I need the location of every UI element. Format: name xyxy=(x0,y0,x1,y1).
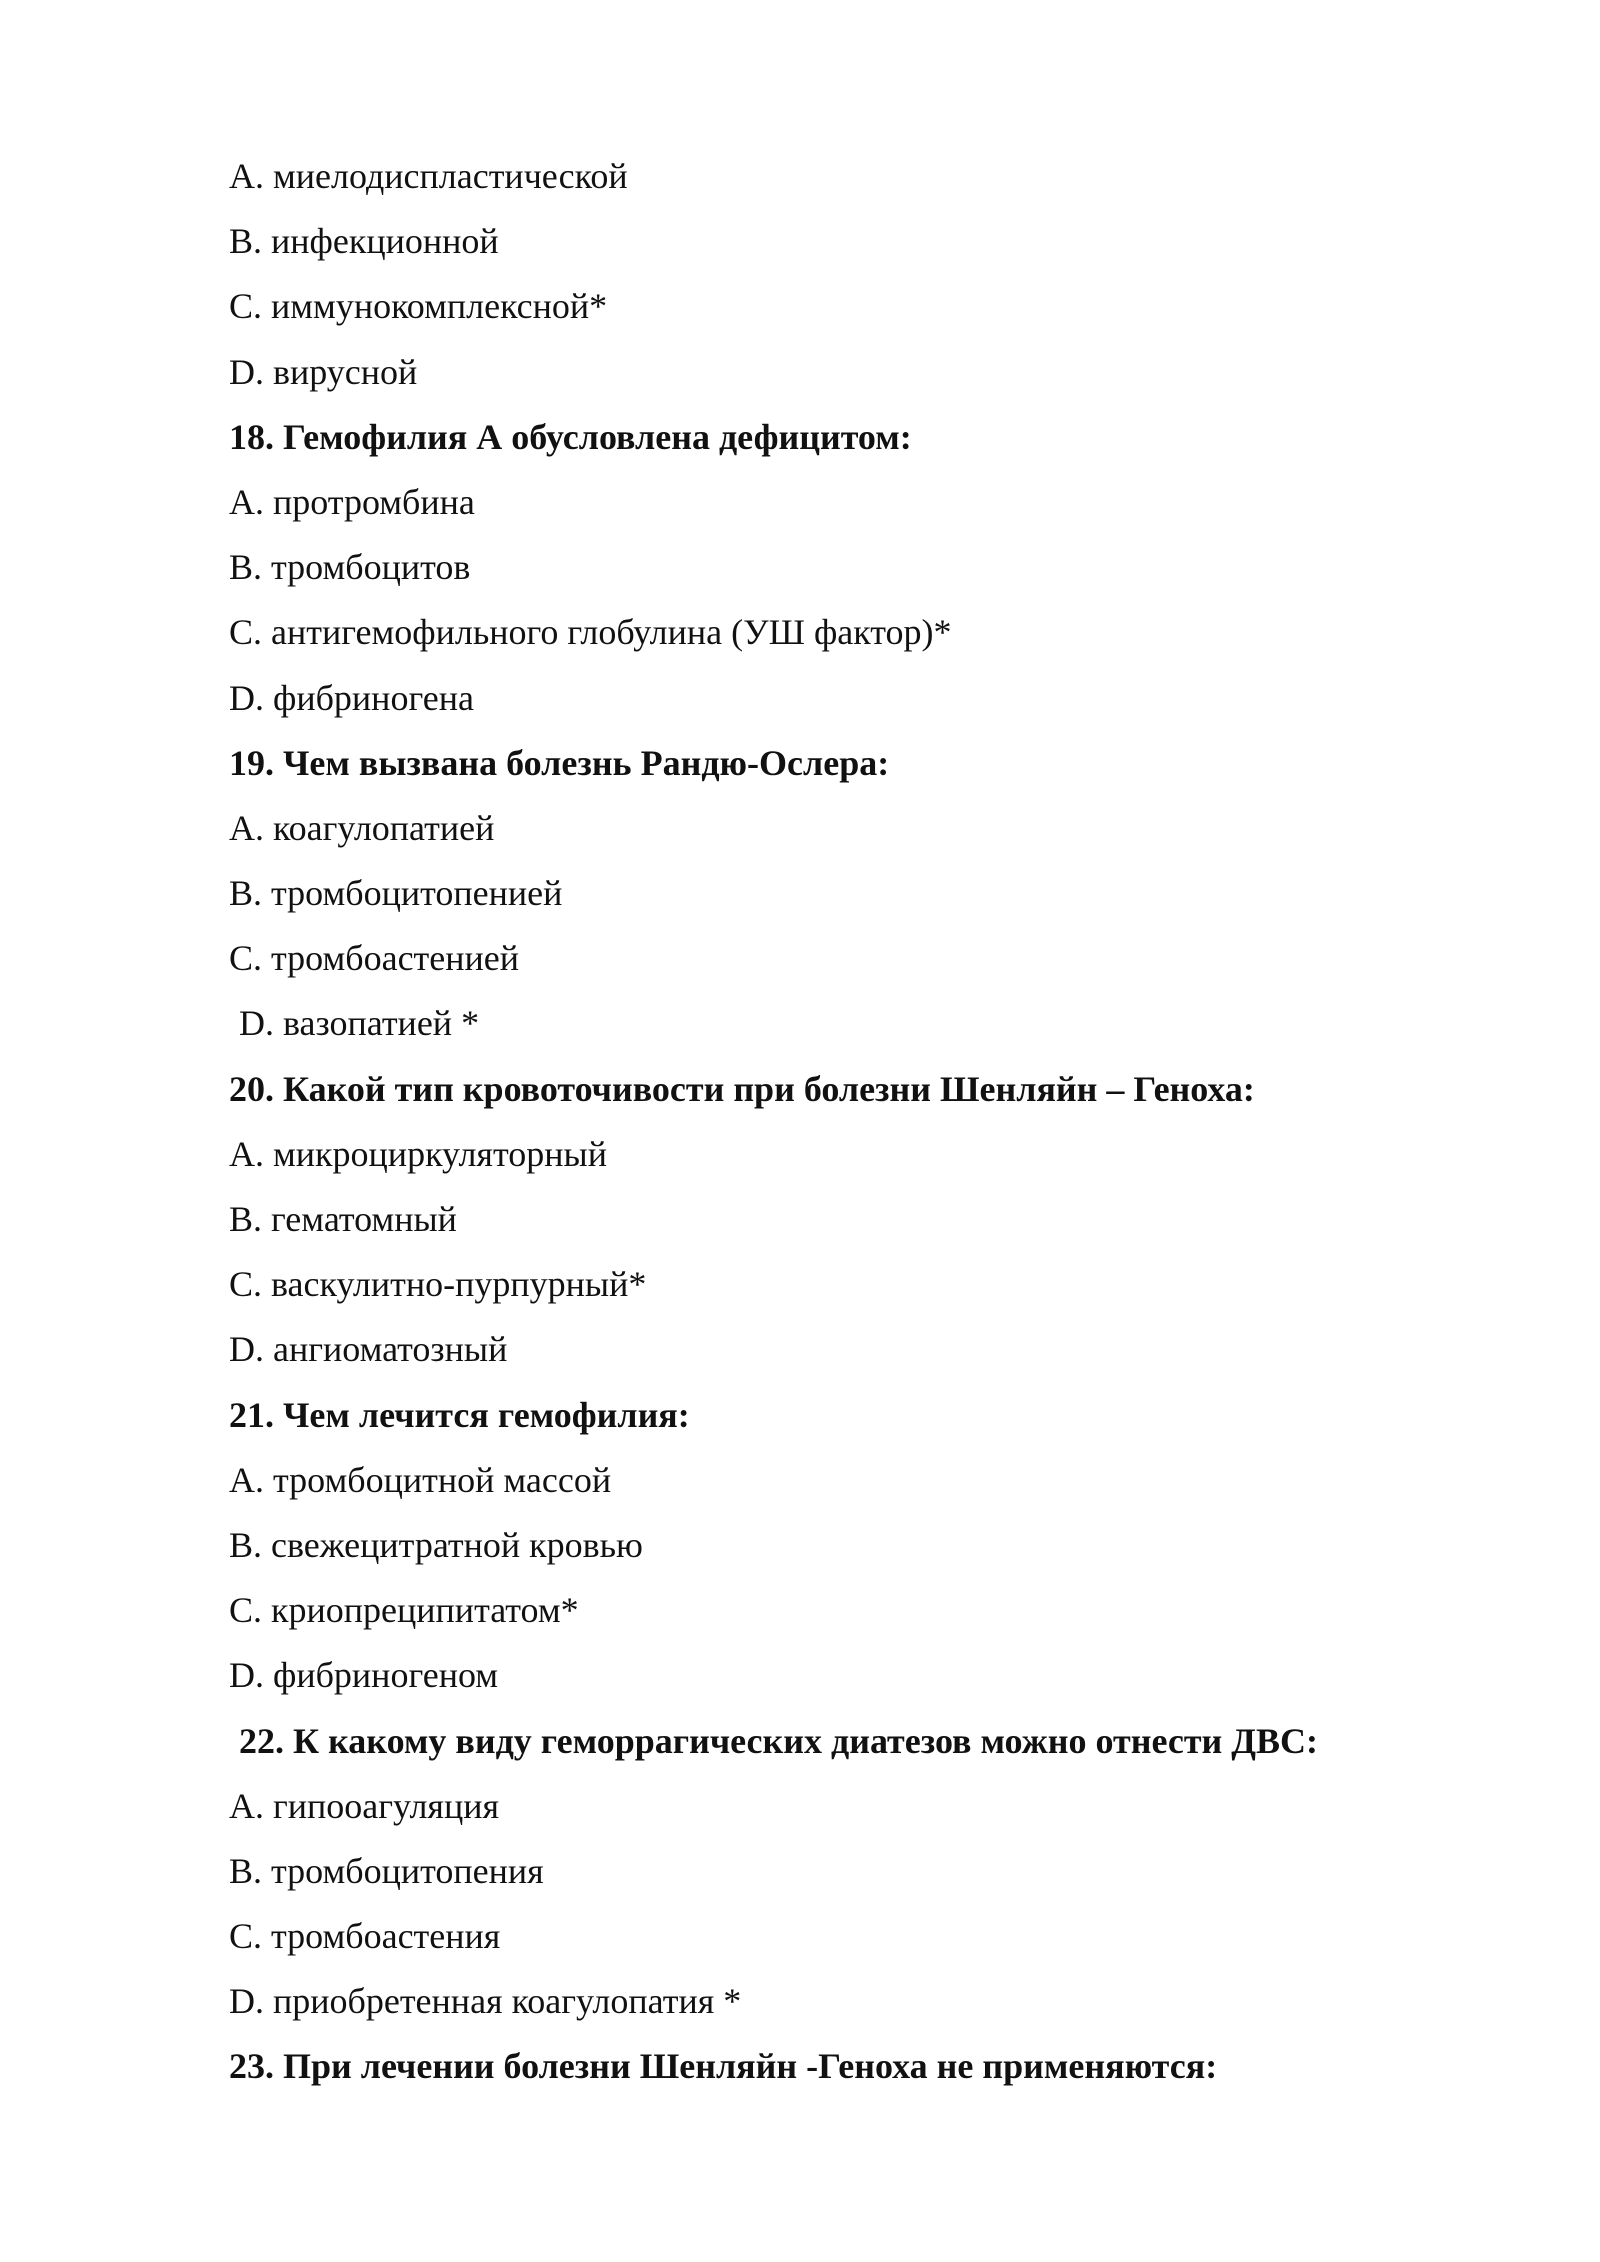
answer-line: D. приобретенная коагулопатия * xyxy=(229,1981,742,2022)
answer-line: C. тромбоастения xyxy=(229,1916,501,1957)
answer-line: A. гипооагуляция xyxy=(229,1785,500,1826)
answer-line: B. инфекционной xyxy=(229,221,499,262)
question-heading: 22. К какому виду геморрагических диатезов можно отнести ДВС: xyxy=(239,1720,1319,1761)
question-heading: 21. Чем лечится гемофилия: xyxy=(229,1394,690,1435)
answer-line: C. антигемофильного глобулина (УШ фактор)* xyxy=(229,612,952,653)
question-heading: 23. При лечении болезни Шенляйн -Геноха не применяются: xyxy=(229,2046,1218,2087)
test-questions-list xyxy=(229,148,1489,2104)
question-heading: 20. Какой тип кровоточивости при болезни Шенляйн – Геноха: xyxy=(229,1068,1255,1109)
answer-line: D. ангиоматозный xyxy=(229,1329,508,1370)
answer-line: A. микроциркуляторный xyxy=(229,1133,607,1174)
answer-line: А. миелодиспластической xyxy=(229,156,628,196)
answer-line: C. васкулитно-пурпурный* xyxy=(229,1264,647,1305)
answer-line: B. тромбоцитопения xyxy=(229,1850,544,1891)
answer-line: C. криопреципитатом* xyxy=(229,1590,579,1631)
answer-line: B. гематомный xyxy=(229,1199,457,1239)
answer-line: D. вазопатией * xyxy=(239,1003,480,1044)
answer-line: C. тромбоастенией xyxy=(229,938,520,979)
answer-line: D. фибриногена xyxy=(229,677,474,718)
answer-line: D. фибриногеном xyxy=(229,1655,499,1696)
answer-line: A. коагулопатией xyxy=(229,807,495,848)
question-heading: 19. Чем вызвана болезнь Рандю-Ослера: xyxy=(229,742,890,783)
answer-line: D. вирусной xyxy=(229,351,418,392)
answer-line: B. тромбоцитопенией xyxy=(229,873,563,914)
answer-line: C. иммунокомплексной* xyxy=(229,286,608,327)
answer-line: B. тромбоцитов xyxy=(229,547,471,588)
question-heading: 18. Гемофилия А обусловлена дефицитом: xyxy=(229,416,912,457)
answer-line: B. свежецитратной кровью xyxy=(229,1524,643,1565)
answer-line: А. протромбина xyxy=(229,481,475,522)
answer-line: A. тромбоцитной массой xyxy=(229,1459,612,1500)
